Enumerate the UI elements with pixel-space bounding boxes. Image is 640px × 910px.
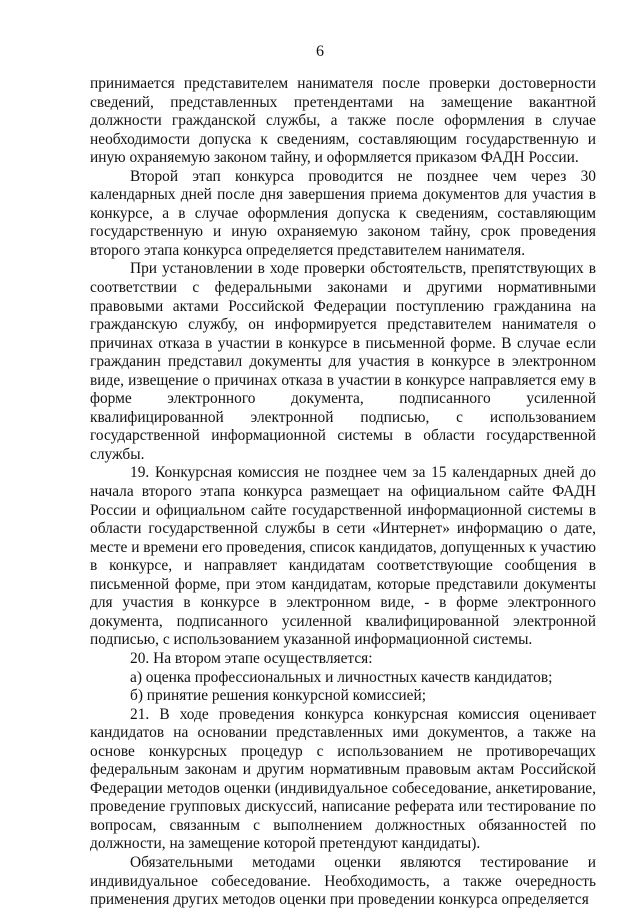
- paragraph-item-21: 21. В ходе проведения конкурса конкурсная комиссия оценивает кандидатов на основании представленных ими документов, а также на основе конкурсных процедур с использованием не противоречащих федеральным законам и другим нормативным правовым актам Российской Федерации методов оценки (индивидуальное собеседование, анкетирование, проведение групповых дискуссий, написание реферата или тестирование по вопросам, связанным с выполнением должностных обязанностей по должности, на замещение которой претендуют кандидаты).: [90, 705, 596, 853]
- paragraph-mandatory-methods: Обязательными методами оценки являются тестирование и индивидуальное собеседование. Необходимость, а также очередность применения других методов оценки при проведении конкурса определяется: [90, 853, 596, 909]
- paragraph-item-19: 19. Конкурсная комиссия не позднее чем за 15 календарных дней до начала второго этапа конкурса размещает на официальном сайте ФАДН России и официальном сайте государственной информационной системы в области государственной службы в сети «Интернет» информацию о дате, месте и времени его проведения, список кандидатов, допущенных к участию в конкурсе, и направляет кандидатам соответствующие сообщения в письменной форме, при этом кандидатам, которые представили документы для участия в конкурсе в электронном виде, - в форме электронного документа, подписанного усиленной квалифицированной электронной подписью, с использованием указанной информационной системы.: [90, 464, 596, 649]
- paragraph-item-20: 20. На втором этапе осуществляется:: [130, 649, 373, 667]
- page-number: 6: [316, 43, 324, 60]
- paragraph-second-stage-timing: Второй этап конкурса проводится не позднее чем через 30 календарных дней после дня завершения приема документов для участия в конкурсе, а в случае оформления допуска к сведениям, составляющим государственную и иную охраняемую законом тайну, срок проведения второго этапа конкурса определяется представителем нанимателя.: [90, 167, 596, 259]
- list-item-b: б) принятие решения конкурсной комиссией;: [130, 687, 426, 705]
- document-body: [90, 75, 596, 910]
- list-item-a: а) оценка профессиональных и личностных качеств кандидатов;: [130, 668, 553, 686]
- paragraph-continuation: принимается представителем нанимателя после проверки достоверности сведений, представленных претендентами на замещение вакантной должности гражданской службы, а также после оформления в случае необходимости допуска к сведениям, составляющим государственную и иную охраняемую законом тайну, и оформляется приказом ФАДН России.: [90, 75, 596, 167]
- paragraph-refusal-notice: При установлении в ходе проверки обстоятельств, препятствующих в соответствии с федеральными законами и другими нормативными правовыми актами Российской Федерации поступлению гражданина на гражданскую службу, он информируется представителем нанимателя о причинах отказа в участии в конкурсе в письменной форме. В случае если гражданин представил документы для участия в конкурсе в электронном виде, извещение о причинах отказа в участии в конкурсе направляется ему в форме электронного документа, подписанного усиленной квалифицированной электронной подписью, с использованием государственной информационной системы в области государственной службы.: [90, 260, 596, 463]
